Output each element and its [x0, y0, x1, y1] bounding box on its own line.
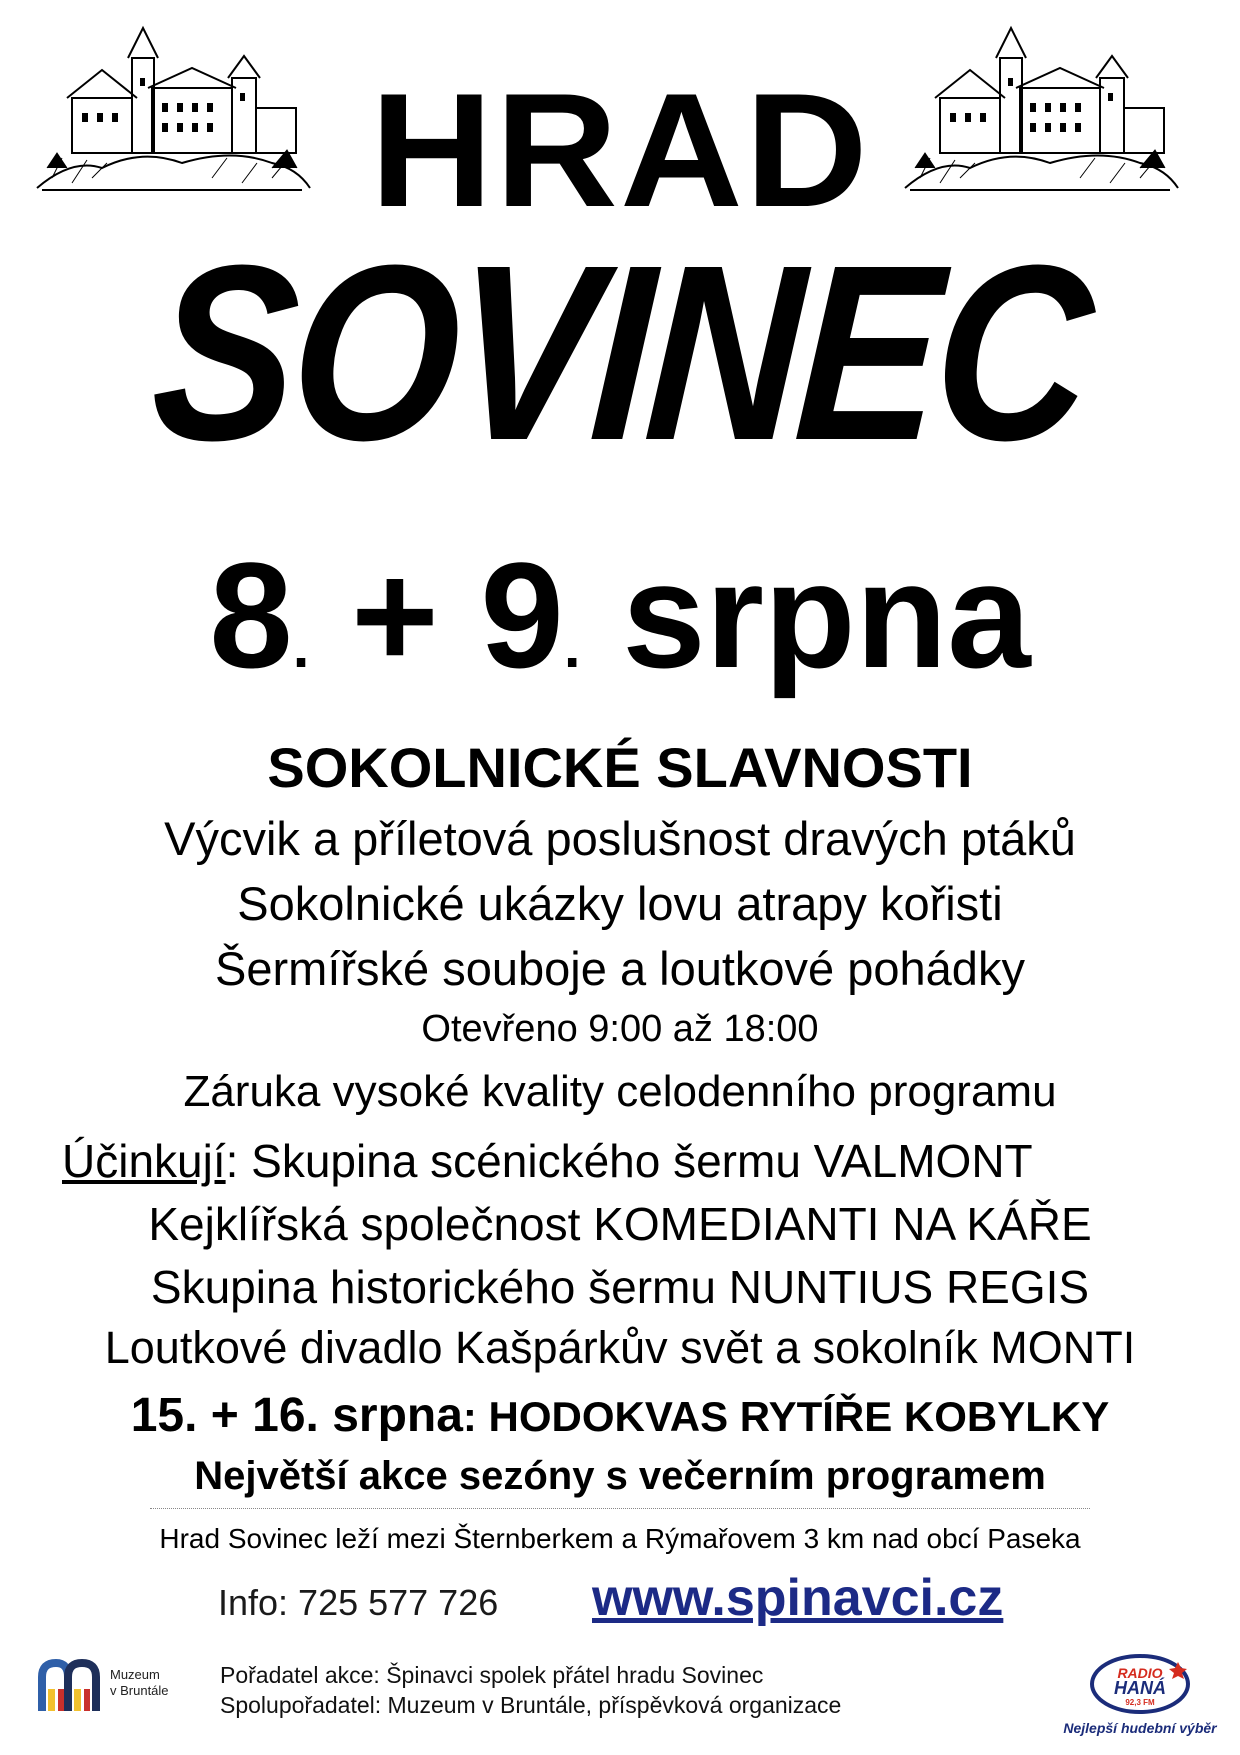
performers-label: Účinkují — [62, 1135, 226, 1187]
info-phone: Info: 725 577 726 — [218, 1582, 499, 1623]
event-dates — [0, 531, 1240, 699]
next-event — [0, 1389, 1240, 1442]
radio-hana-logo-icon — [1060, 1648, 1220, 1718]
program-item-1: Výcvik a příletová poslušnost dravých ptáků — [164, 812, 1076, 865]
performer-2: Kejklířská společnost KOMEDIANTI NA KÁŘE — [148, 1198, 1092, 1250]
performers-line-1 — [62, 1135, 1033, 1187]
co-organizer-text: Spolupořadatel: Muzeum v Bruntále, příspěvková organizace — [220, 1692, 842, 1718]
performers-colon: : — [225, 1135, 239, 1187]
program-item-3: Šermířské souboje a loutkové pohádky — [215, 942, 1025, 995]
radio-frequency: 92,3 FM — [1125, 1698, 1155, 1707]
radio-hana-logo — [1060, 1648, 1220, 1738]
next-event-description: Největší akce sezóny s večerním programem — [194, 1454, 1046, 1498]
museum-name-line1: Muzeum — [110, 1667, 160, 1682]
museum-logo-icon — [38, 1655, 102, 1715]
opening-hours: Otevřeno 9:00 až 18:00 — [421, 1008, 819, 1050]
quality-statement: Záruka vysoké kvality celodenního programu — [183, 1067, 1057, 1116]
title-sovinec: SOVINEC — [145, 213, 1095, 492]
museum-logo — [38, 1655, 188, 1715]
svg-text:HANÁ: HANÁ — [1114, 1678, 1166, 1698]
divider — [150, 1508, 1090, 1509]
location-text: Hrad Sovinec leží mezi Šternberkem a Rýmařovem 3 km nad obcí Paseka — [159, 1523, 1081, 1554]
date-month: srpna — [622, 531, 1031, 699]
date-dot-2: . — [563, 613, 581, 680]
next-event-name: : HODOKVAS RYTÍŘE KOBYLKY — [462, 1393, 1110, 1440]
svg-text:RADIO: RADIO — [1117, 1665, 1163, 1681]
performer-4: Loutkové divadlo Kašpárkův svět a sokolník MONTI — [104, 1322, 1136, 1373]
museum-name-line2: v Bruntále — [110, 1683, 169, 1698]
date-day1: 8 — [209, 531, 293, 699]
event-subtitle: SOKOLNICKÉ SLAVNOSTI — [267, 736, 973, 799]
performer-3: Skupina historického šermu NUNTIUS REGIS — [150, 1261, 1090, 1313]
performer-1: Skupina scénického šermu VALMONT — [251, 1135, 1033, 1187]
next-event-dates: 15. + 16. srpna — [130, 1389, 463, 1442]
museum-logo-text — [110, 1667, 169, 1699]
title-hrad: HRAD — [370, 60, 870, 241]
website-link[interactable]: www.spinavci.cz — [592, 1569, 1004, 1627]
radio-slogan: Nejlepší hudební výběr — [1063, 1720, 1217, 1736]
date-dot-1: . — [292, 613, 310, 680]
program-item-2: Sokolnické ukázky lovu atrapy kořisti — [237, 877, 1003, 930]
organizer-text: Pořadatel akce: Špinavci spolek přátel hradu Sovinec — [220, 1662, 764, 1688]
date-plus: + — [351, 531, 439, 699]
date-day2: 9 — [480, 531, 564, 699]
